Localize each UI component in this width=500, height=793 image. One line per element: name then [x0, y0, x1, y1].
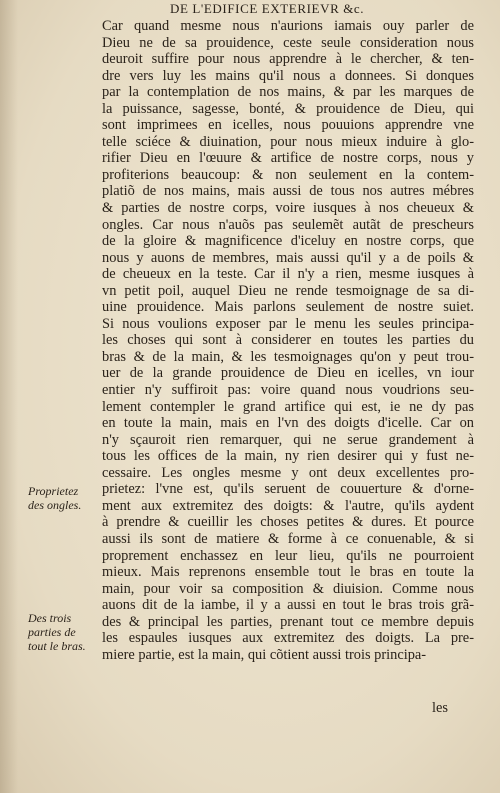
body-line: Dieu ne de sa prouidence, ceste seule consideration nous — [102, 34, 474, 51]
body-line: platiõ de nos mains, mais aussi de tous nos autres mébres — [102, 183, 474, 200]
body-line: ment aux extremitez des doigts: & l'autre, qu'ils aydent — [102, 497, 474, 514]
body-line: n'y sçauroit rien remarquer, qui ne serue grandement à — [102, 431, 474, 448]
running-head: DE L'EDIFICE EXTERIEVR &c. — [170, 1, 365, 16]
body-line: & parties de nostre corps, voire iusques à nos cheueux & — [102, 200, 474, 217]
body-line: la puissance, sagesse, bonté, & prouidence de Dieu, qui — [102, 100, 474, 117]
body-line: nous y auons de membres, mais aussi qu'il y a de poils & — [102, 249, 474, 266]
body-line: en toute la main, mais en l'vn des doigts d'icelle. Car on — [102, 415, 474, 432]
body-line: profiterions beaucoup: & non seulement en la contem- — [102, 166, 474, 183]
body-line: sont imprimees en icelles, nous pouuions apprendre vne — [102, 117, 474, 134]
body-line: proprement enchassez en leur lieu, qu'ils ne pourroient — [102, 547, 474, 564]
body-line: uer de la grande prouidence de Dieu en icelles, vn iour — [102, 365, 474, 382]
body-line: à prendre & cueillir les choses petites & dures. Et pource — [102, 514, 474, 531]
margin-note-line: Des trois — [28, 611, 72, 625]
body-line: Si nous voulions exposer par le menu les seules principa- — [102, 315, 474, 332]
body-line: de la gloire & magnificence d'iceluy en nostre corps, que — [102, 233, 474, 250]
body-line: les espaules iusques aux extremitez des doigts. La pre- — [102, 630, 474, 647]
margin-note-line: parties de — [28, 625, 76, 639]
body-text — [102, 18, 474, 663]
body-line: aussi ils sont de matiere & forme à ce conuenable, & si — [102, 530, 474, 547]
body-line: des & principal les parties, prenant tout ce membre depuis — [102, 613, 474, 630]
catchword: les — [432, 700, 448, 716]
body-line: main, pour voir sa composition & diuision. Comme nous — [102, 580, 474, 597]
body-line: les choses qui sont à considerer en toutes les parties du — [102, 332, 474, 349]
body-line: ongles. Car nous n'auõs pas seulemẽt autãt de prescheurs — [102, 216, 474, 233]
margin-note-proprietez — [28, 484, 100, 512]
margin-note-line: tout le bras. — [28, 639, 86, 653]
body-line: deuroit suffire pour nous apprendre à le chercher, & ten- — [102, 51, 474, 68]
body-line: vn petit poil, auquel Dieu ne rende tesmoignage de sa di- — [102, 282, 474, 299]
body-line: rifier Dieu en l'œuure & artifice de nostre corps, nous y — [102, 150, 474, 167]
body-line: telle sciéce & diuination, pour nous mieux induire à glo- — [102, 133, 474, 150]
body-line: auons dit de la iambe, il y a aussi en tout le bras trois grã- — [102, 597, 474, 614]
body-line: tous les offices de la main, ny rien desirer qui y fust ne- — [102, 448, 474, 465]
body-line: cessaire. Les ongles mesme y ont deux excellentes pro- — [102, 464, 474, 481]
body-line: prietez: l'vne est, qu'ils seruent de couuerture & d'orne- — [102, 481, 474, 498]
body-line: lement contempler le grand artifice qui est, ie ne dy pas — [102, 398, 474, 415]
body-line: par la contemplation de nos mains, & par les marques de — [102, 84, 474, 101]
body-line: dre vers luy les mains qu'il nous a donnees. Si donques — [102, 67, 474, 84]
body-line: mieux. Mais reprenons ensemble tout le bras en toute la — [102, 564, 474, 581]
body-line: Car quand mesme nous n'aurions iamais ouy parler de — [102, 18, 474, 34]
body-line: de cheueux en la teste. Car il n'y a rien, mesme iusques à — [102, 266, 474, 283]
body-line: uine prouidence. Mais parlons seulement de nostre suiet. — [102, 299, 474, 316]
margin-note-line: Proprietez — [28, 484, 79, 498]
margin-note-trois-parties — [28, 611, 100, 653]
body-line: bras & de la main, & les tesmoignages qu'on y peut trou- — [102, 348, 474, 365]
body-line: entier n'y suffiroit pas: voire quand nous voudrions seu- — [102, 382, 474, 399]
margin-note-line: des ongles. — [28, 498, 82, 512]
body-line: miere partie, est la main, qui cõtient aussi trois principa- — [102, 646, 427, 663]
